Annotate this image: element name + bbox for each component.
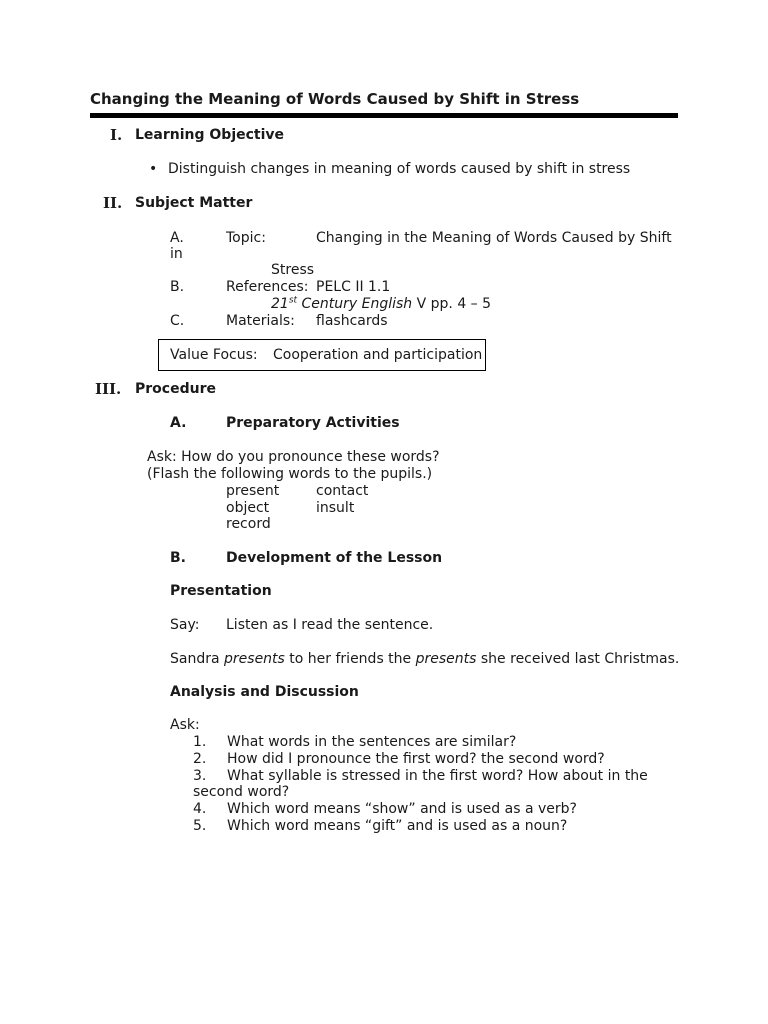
question-text: Which word means “show” and is used as a verb? bbox=[227, 801, 577, 817]
procedure-a-letter: A. bbox=[170, 415, 187, 431]
book-pages: V pp. 4 – 5 bbox=[412, 296, 492, 312]
book-title: Century English bbox=[297, 296, 413, 312]
topic-value-wrap: in bbox=[170, 246, 183, 262]
question-number: 1. bbox=[193, 734, 207, 750]
section-2-heading: Subject Matter bbox=[135, 195, 253, 211]
example-sentence bbox=[170, 651, 679, 668]
word-insult: insult bbox=[316, 500, 355, 516]
section-3-heading: Procedure bbox=[135, 381, 216, 397]
subject-c-letter: C. bbox=[170, 313, 185, 329]
page-title: Changing the Meaning of Words Caused by Shift in Stress bbox=[90, 90, 580, 108]
word-object: object bbox=[226, 500, 270, 516]
question-number: 5. bbox=[193, 818, 207, 834]
section-1-number: I. bbox=[110, 126, 123, 144]
question-text-continued: second word? bbox=[193, 784, 290, 800]
sentence-part-1: Sandra bbox=[170, 651, 225, 667]
book-number: 21 bbox=[271, 296, 289, 312]
reference-book bbox=[271, 296, 491, 313]
title-rule bbox=[90, 113, 678, 118]
section-1-heading: Learning Objective bbox=[135, 127, 285, 143]
references-label: References: bbox=[226, 279, 309, 295]
sentence-verb-presents: presents bbox=[224, 651, 285, 667]
ask-pronounce-line: Ask: How do you pronounce these words? bbox=[147, 449, 440, 465]
development-heading: Development of the Lesson bbox=[226, 550, 443, 566]
question-text: How did I pronounce the first word? the second word? bbox=[227, 751, 605, 767]
materials-value: flashcards bbox=[316, 313, 388, 329]
subject-a-letter: A. bbox=[170, 230, 184, 246]
say-label: Say: bbox=[170, 617, 200, 633]
word-present: present bbox=[226, 483, 280, 499]
references-value: PELC II 1.1 bbox=[316, 279, 391, 295]
ask-label: Ask: bbox=[170, 717, 200, 733]
topic-label: Topic: bbox=[226, 230, 266, 246]
value-focus-label: Value Focus: bbox=[170, 347, 258, 363]
section-2-number: II. bbox=[103, 194, 123, 212]
presentation-heading: Presentation bbox=[170, 583, 272, 599]
preparatory-activities-heading: Preparatory Activities bbox=[226, 415, 400, 431]
sentence-noun-presents: presents bbox=[415, 651, 477, 667]
materials-label: Materials: bbox=[226, 313, 295, 329]
question-number: 4. bbox=[193, 801, 207, 817]
say-text: Listen as I read the sentence. bbox=[226, 617, 434, 633]
word-contact: contact bbox=[316, 483, 369, 499]
sentence-part-5: she received last Christmas. bbox=[476, 651, 680, 667]
bullet-icon: • bbox=[149, 161, 158, 177]
question-number: 2. bbox=[193, 751, 207, 767]
learning-objective-text: Distinguish changes in meaning of words caused by shift in stress bbox=[168, 161, 631, 177]
value-focus-value: Cooperation and participation bbox=[273, 347, 483, 363]
subject-b-letter: B. bbox=[170, 279, 185, 295]
question-number: 3. bbox=[193, 768, 207, 784]
section-3-number: III. bbox=[95, 380, 122, 398]
topic-value-continued: Stress bbox=[271, 262, 315, 278]
book-number-suffix: st bbox=[288, 295, 298, 306]
question-text: What words in the sentences are similar? bbox=[227, 734, 517, 750]
sentence-part-3: to her friends the bbox=[284, 651, 416, 667]
analysis-heading: Analysis and Discussion bbox=[170, 684, 359, 700]
procedure-b-letter: B. bbox=[170, 550, 186, 566]
topic-value: Changing in the Meaning of Words Caused by Shift bbox=[316, 230, 672, 246]
question-text: Which word means “gift” and is used as a noun? bbox=[227, 818, 568, 834]
word-record: record bbox=[226, 516, 271, 532]
flash-instruction-line: (Flash the following words to the pupils.) bbox=[147, 466, 433, 482]
question-text: What syllable is stressed in the first word? How about in the bbox=[227, 768, 648, 784]
